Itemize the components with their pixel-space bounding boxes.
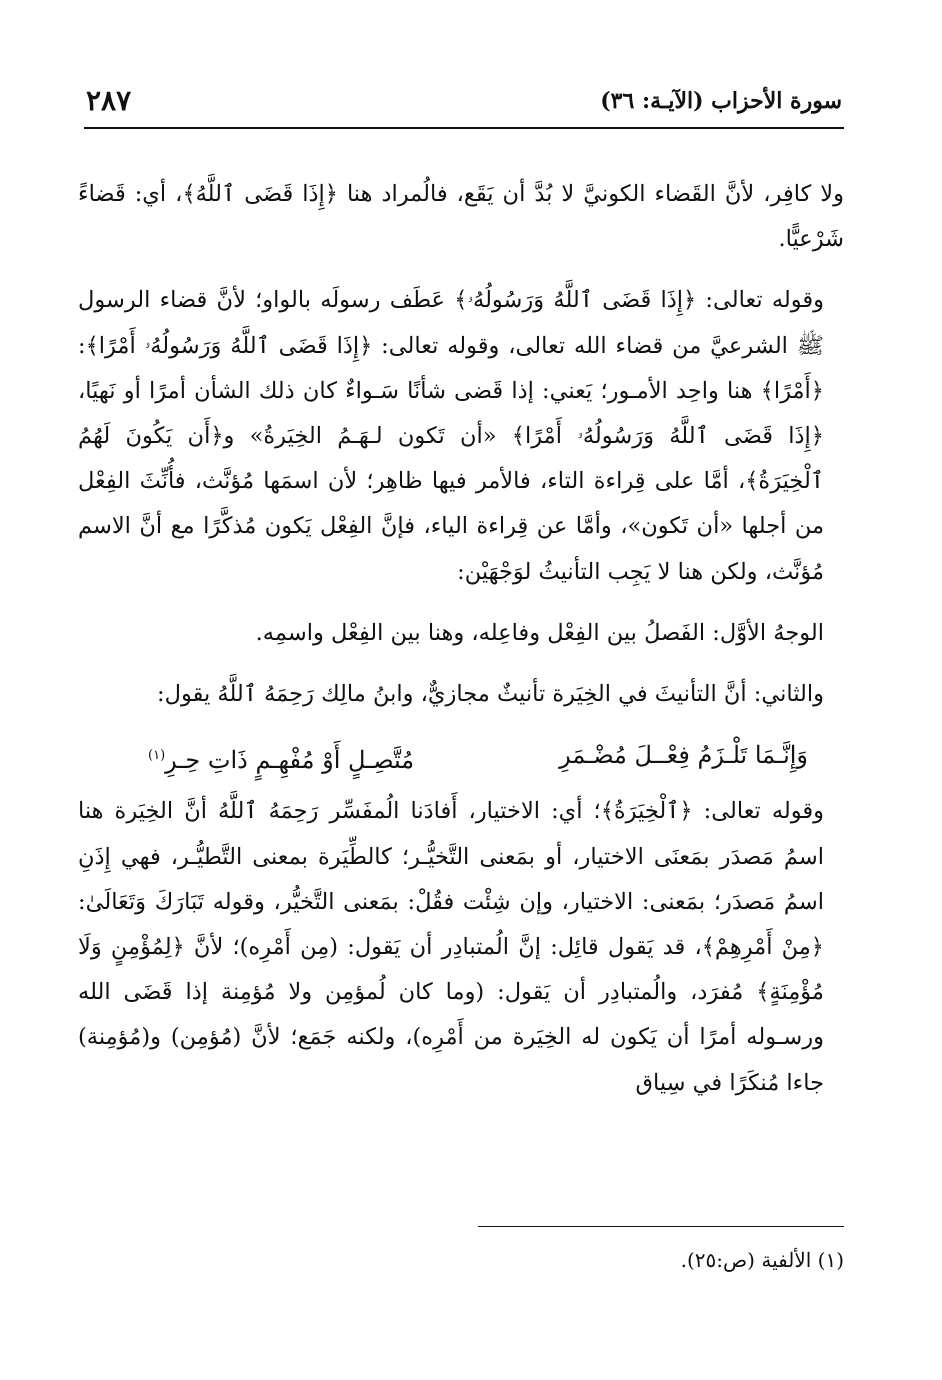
verse-second-hemistich-text: مُتَّصِـلٍ أَوْ مُفْهِـمٍ ذَاتِ حِـرِ bbox=[165, 746, 415, 775]
paragraph-4: والثاني: أنَّ التأنيثَ في الخِيَرة تأنيثٌ مجازيٌّ، وابنُ مالِك رَحِمَهُ ٱللَّهُ يقول: bbox=[157, 681, 824, 708]
poetry-verse bbox=[78, 733, 844, 783]
page-body bbox=[78, 172, 844, 1122]
running-title: سورة الأحزاب (الآيـة: ٣٦) bbox=[600, 88, 842, 114]
footnote-marker[interactable]: (١) bbox=[148, 748, 166, 764]
verse-first-hemistich: وَإِنَّـمَا تَلْـزَمُ فِعْــلَ مُضْـمَرِ bbox=[559, 741, 808, 770]
paragraph-2: وقوله تعالى: ﴿إِذَا قَضَى ٱللَّهُ وَرَسُولُهُۥ﴾ عَطَف رسولَه بالواو؛ لأنَّ قضاء الرسول ﷺ الشرعيَّ من قضاء الله تعالى، وقوله تعالى: ﴿إِذَا قَضَى ٱللَّهُ وَرَسُولُهُۥ أَمْرًا﴾: ﴿أَمْرًا﴾ هنا واحِد الأمـور؛ يَعني: إذا قَضى شأنًا سَـواءٌ كان ذلك الشأن أمرًا أو نَهيًا، ﴿إِذَا قَضَى ٱللَّهُ وَرَسُولُهُۥ أَمْرًا﴾ «أن تَكون لـهَـمُ الخِيَرةُ» و﴿أَن يَكُونَ لَهُمُ ٱلْخِيَرَةُ﴾، أمَّا على قِراءة التاء، فالأمر فيها ظاهِر؛ لأن اسمَها مُؤنَّث، فأُنِّثَ الفِعْل من أجلها «أن تَكون»، وأمَّا عن قِراءة الياء، فإنَّ الفِعْل يَكون مُذكَّرًا مع أنَّ الاسم مُؤنَّث، ولكن هنا لا يَجِب التأنيثُ لوَجْهَيْن: bbox=[78, 287, 824, 585]
paragraph-5: وقوله تعالى: ﴿ٱلْخِيَرَةُ﴾؛ أي: الاختيار، أَفادَنا الُمفَسِّر رَحِمَهُ ٱللَّهُ أنَّ الخِيَرة هنا اسمُ مَصدَر بمَعنَى الاختيار، أو بمَعنى التَّخيُّـر؛ كالطِّيَرة بمعنى التَّطيُّـر، فهي إِذَنِ اسمُ مَصدَر؛ بمَعنى: الاختيار، وإن شِئْت فقُلْ: بمَعنى التَّخيُّر، وقوله تَبَارَكَ وَتَعَالَىٰ: ﴿مِنْ أَمْرِهِمْ﴾، قد يَقول قائِل: إنَّ الُمتبادِر أن يَقول: (مِن أَمْرِه)؛ لأنَّ ﴿لِمُؤْمِنٍ وَلَا مُؤْمِنَةٍ﴾ مُفرَد، والُمتبادِر أن يَقول: (وما كان لُمؤمِن ولا مُؤمِنة إذا قَضَى الله ورسـوله أمرًا أن يَكون له الخِيَرة من أَمْرِه)، ولكنه جَمَع؛ لأنَّ (مُؤمِن) و(مُؤمِنة) جاءا مُنكَرًا في سِياق bbox=[78, 798, 824, 1096]
paragraph-3: الوجهُ الأوَّل: الفَصلُ بين الفِعْل وفاعِله، وهنا بين الفِعْل واسمِه. bbox=[255, 619, 824, 646]
footnote-divider bbox=[478, 1226, 844, 1227]
paragraph-1: ولا كافِر، لأنَّ القَضاء الكونيَّ لا بُدَّ أن يَقَع، فالُمراد هنا ﴿إِذَا قَضَى ٱللَّهُ﴾، أي: قَضاءً شَرْعيًّا. bbox=[78, 181, 844, 253]
footnote: (١) الألفية (ص:٢٥). bbox=[680, 1248, 844, 1272]
page-header bbox=[86, 82, 842, 126]
verse-second-hemistich bbox=[148, 733, 414, 783]
page-number: ٢٨٧ bbox=[86, 84, 132, 117]
header-divider bbox=[84, 127, 844, 129]
